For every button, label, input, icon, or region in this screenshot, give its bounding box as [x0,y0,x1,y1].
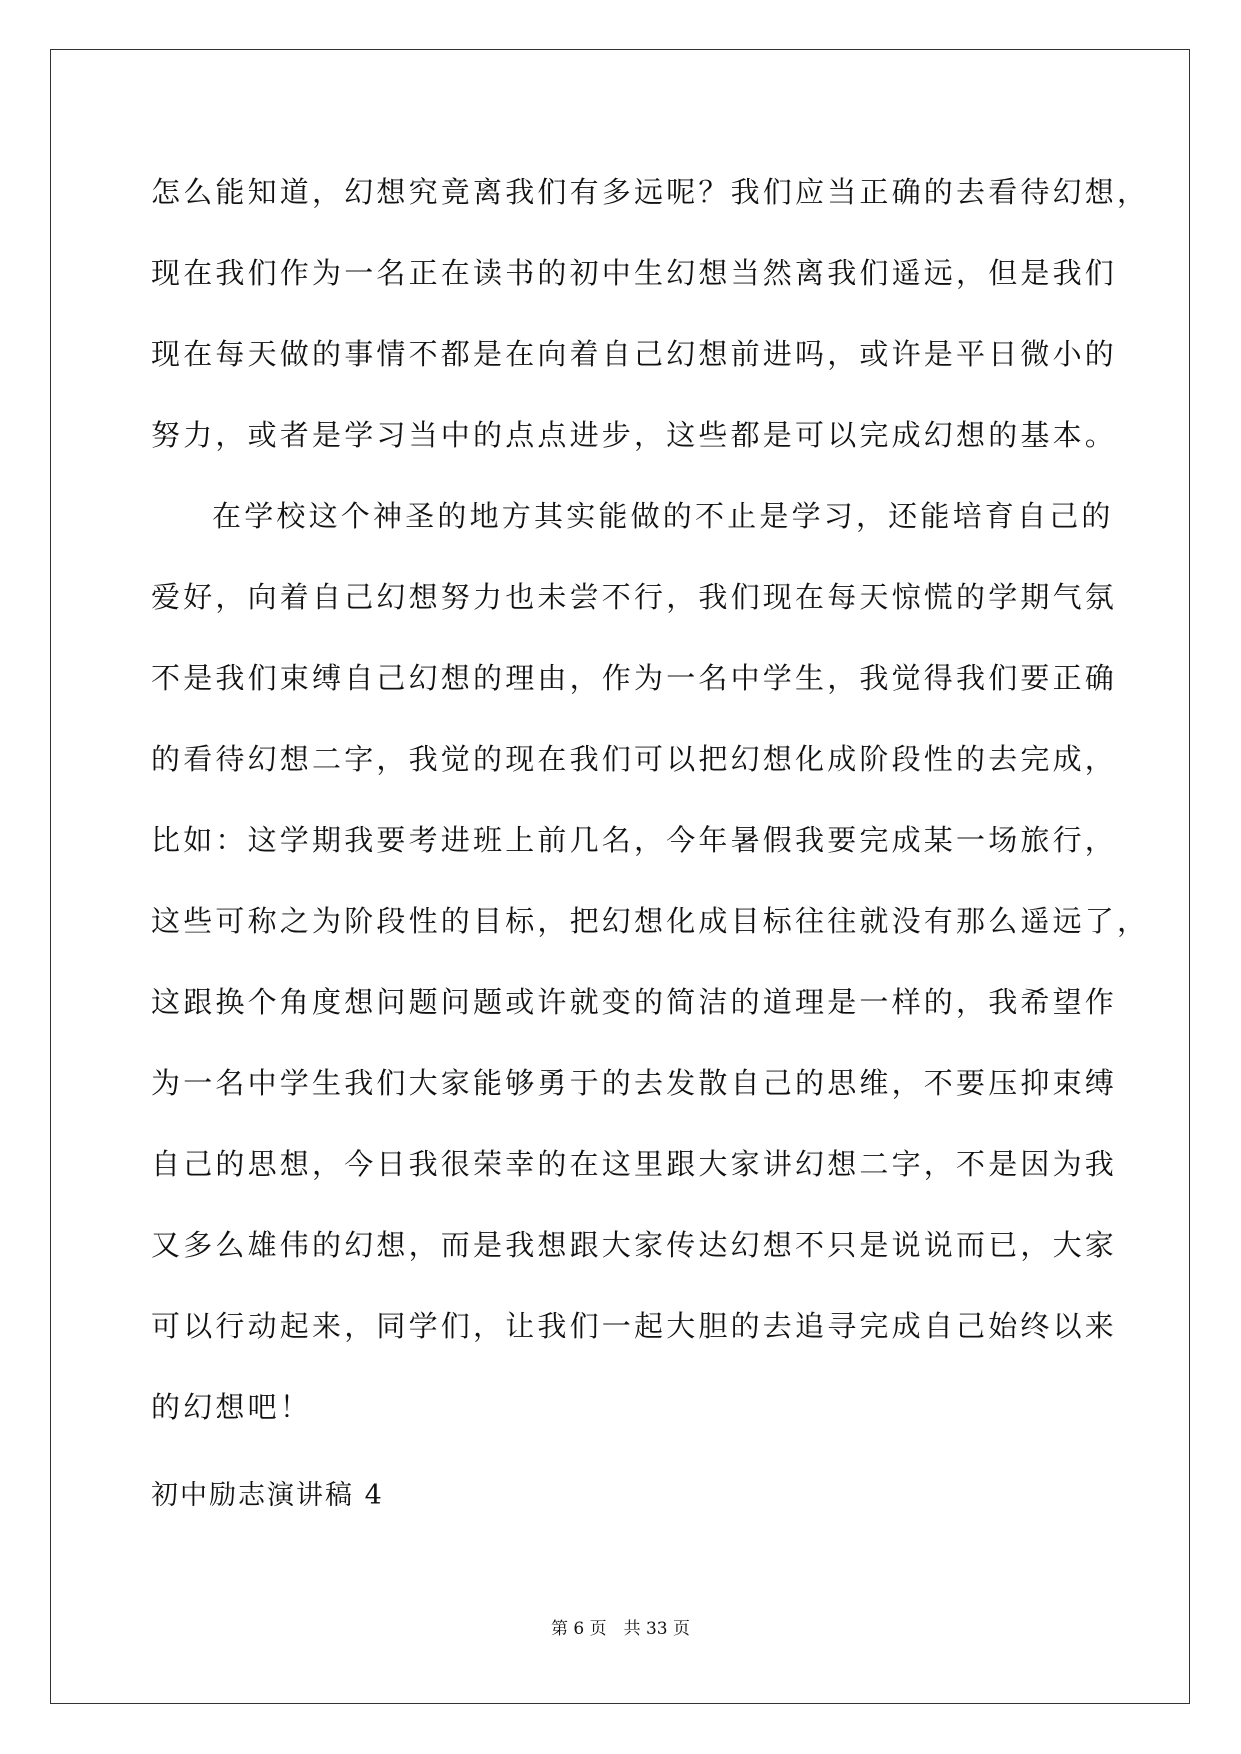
text-line: 为一名中学生我们大家能够勇于的去发散自己的思维，不要压抑束缚 [151,1066,1118,1100]
text-line: 努力，或者是学习当中的点点进步，这些都是可以完成幻想的基本。 [151,418,1118,452]
text-line: 这些可称之为阶段性的目标，把幻想化成目标往往就没有那么遥远了， [151,904,1150,938]
text-line: 爱好，向着自己幻想努力也未尝不行，我们现在每天惊慌的学期气氛 [151,580,1118,614]
text-line: 现在每天做的事情不都是在向着自己幻想前进吗，或许是平日微小的 [151,337,1118,371]
page-border [50,49,1190,1704]
text-line: 不是我们束缚自己幻想的理由，作为一名中学生，我觉得我们要正确 [151,661,1118,695]
text-line: 可以行动起来，同学们，让我们一起大胆的去追寻完成自己始终以来 [151,1309,1118,1343]
text-line: 又多么雄伟的幻想，而是我想跟大家传达幻想不只是说说而已，大家 [151,1228,1118,1262]
text-line: 这跟换个角度想问题问题或许就变的简洁的道理是一样的，我希望作 [151,985,1118,1019]
text-line: 比如：这学期我要考进班上前几名，今年暑假我要完成某一场旅行， [151,823,1118,857]
text-line: 的看待幻想二字，我觉的现在我们可以把幻想化成阶段性的去完成， [151,742,1118,776]
section-title: 初中励志演讲稿 4 [151,1480,384,1511]
text-line: 现在我们作为一名正在读书的初中生幻想当然离我们遥远，但是我们 [151,256,1118,290]
text-line: 在学校这个神圣的地方其实能做的不止是学习，还能培育自己的 [212,499,1114,533]
text-line: 的幻想吧！ [151,1390,313,1424]
text-line: 自己的思想，今日我很荣幸的在这里跟大家讲幻想二字，不是因为我 [151,1147,1118,1181]
page-footer: 第 6 页 共 33 页 [550,1619,691,1639]
text-line: 怎么能知道，幻想究竟离我们有多远呢？我们应当正确的去看待幻想， [151,175,1150,209]
